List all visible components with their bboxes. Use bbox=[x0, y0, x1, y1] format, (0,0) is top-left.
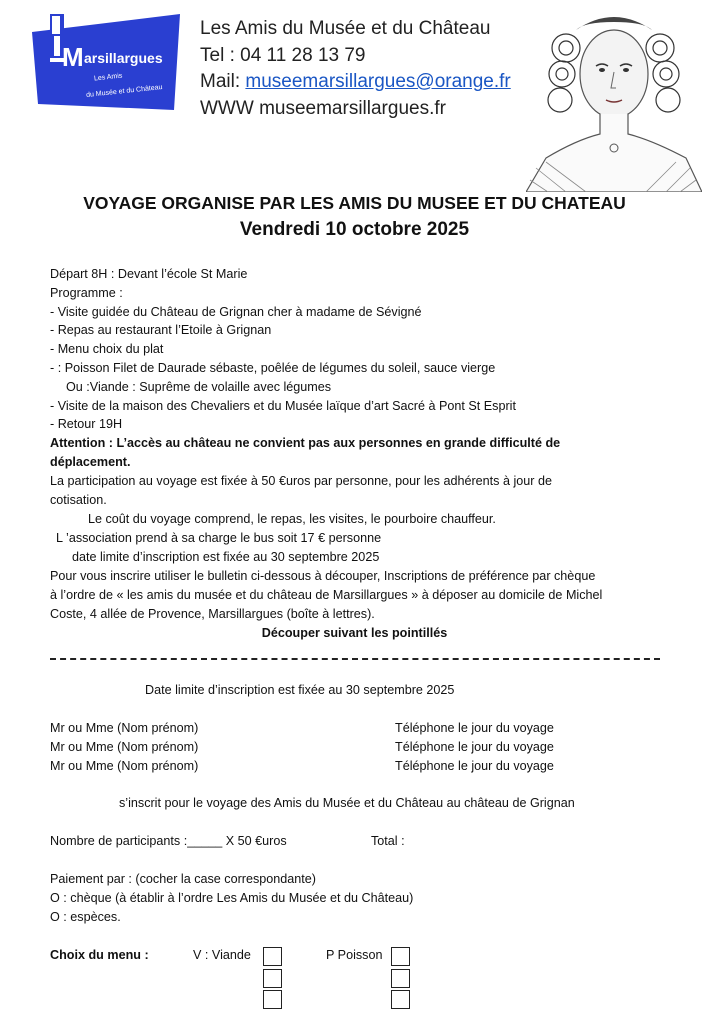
logo-letter-m: M bbox=[62, 42, 84, 72]
participation-line1: La participation au voyage est fixée à 50 €uros par personne, pour les adhérents à jour de bbox=[50, 474, 552, 488]
logo bbox=[32, 14, 180, 110]
program-item-chevaliers: - Visite de la maison des Chevaliers et du Musée laïque d’art Sacré à Pont St Esprit bbox=[50, 399, 516, 413]
program-item-repas: - Repas au restaurant l’Etoile à Grignan bbox=[50, 323, 272, 337]
program-item-visite: - Visite guidée du Château de Grignan cher à madame de Sévigné bbox=[50, 305, 422, 319]
form-date-limite: Date limite d’inscription est fixée au 30 septembre 2025 bbox=[145, 683, 455, 697]
form-menu-viande-label: V : Viande bbox=[193, 948, 251, 962]
form-phone-3[interactable]: Téléphone le jour du voyage bbox=[395, 759, 554, 773]
viande-checkbox-3[interactable] bbox=[263, 990, 282, 1009]
title-line2: Vendredi 10 octobre 2025 bbox=[239, 219, 470, 240]
viande-checkbox-1[interactable] bbox=[263, 947, 282, 966]
date-limite-inscription: date limite d’inscription est fixée au 30 septembre 2025 bbox=[72, 550, 380, 564]
form-phone-1[interactable]: Téléphone le jour du voyage bbox=[395, 721, 554, 735]
form-total[interactable]: Total : bbox=[371, 834, 405, 848]
depart: Départ 8H : Devant l’école St Marie bbox=[50, 267, 248, 281]
logo-text: arsillargues bbox=[84, 50, 163, 66]
form-paiement-cheque[interactable]: O : chèque (à établir à l’ordre Les Amis du Musée et du Château) bbox=[50, 891, 414, 905]
poisson-checkbox-1[interactable] bbox=[391, 947, 410, 966]
cout-voyage: Le coût du voyage comprend, le repas, les visites, le pourboire chauffeur. bbox=[88, 512, 496, 526]
programme-label: Programme : bbox=[50, 286, 123, 300]
form-paiement-especes[interactable]: O : espèces. bbox=[50, 910, 121, 924]
cut-line bbox=[50, 658, 660, 660]
program-item-poisson: - : Poisson Filet de Daurade sébaste, poêlée de légumes du soleil, sauce vierge bbox=[50, 361, 496, 375]
logo-sub2: du Musée et du Château bbox=[85, 84, 163, 99]
association-bus: L ’association prend à sa charge le bus soit 17 € personne bbox=[56, 531, 382, 545]
inscrire-line2: à l’ordre de « les amis du musée et du château de Marsillargues » à déposer au domicile de Michel bbox=[50, 588, 603, 602]
org-name: Les Amis du Musée et du Château bbox=[200, 18, 491, 39]
logo-sub1: Les Amis bbox=[93, 72, 123, 83]
form-name-3[interactable]: Mr ou Mme (Nom prénom) bbox=[50, 759, 199, 773]
mail-line bbox=[200, 69, 511, 96]
telephone: Tel : 04 11 28 13 79 bbox=[200, 44, 366, 66]
form-name-1[interactable]: Mr ou Mme (Nom prénom) bbox=[50, 721, 199, 735]
inscrire-line1: Pour vous inscrire utiliser le bulletin ci-dessous à découper, Inscriptions de préférence par chèque bbox=[50, 569, 596, 583]
form-menu-label: Choix du menu : bbox=[50, 948, 149, 962]
program-item-menu: - Menu choix du plat bbox=[50, 342, 164, 356]
attention-line2: déplacement. bbox=[50, 455, 131, 469]
form-inscrit: s’inscrit pour le voyage des Amis du Musée et du Château au château de Grignan bbox=[119, 796, 575, 810]
form-nombre-participants[interactable]: Nombre de participants :_____ X 50 €uros bbox=[50, 834, 287, 848]
attention-line1: Attention : L’accès au château ne convient pas aux personnes en grande difficulté de bbox=[50, 436, 561, 450]
form-menu-poisson-label: P Poisson bbox=[326, 948, 383, 962]
form-paiement-label: Paiement par : (cocher la case correspondante) bbox=[50, 872, 317, 886]
portrait-illustration bbox=[526, 8, 702, 192]
mail-link[interactable]: museemarsillargues@orange.fr bbox=[245, 71, 511, 92]
program-item-viande: Ou :Viande : Suprême de volaille avec légumes bbox=[66, 380, 332, 394]
program-item-retour: - Retour 19H bbox=[50, 417, 123, 431]
title-line1: VOYAGE ORGANISE PAR LES AMIS DU MUSEE ET DU CHATEAU bbox=[83, 193, 626, 213]
form-name-2[interactable]: Mr ou Mme (Nom prénom) bbox=[50, 740, 199, 754]
decouper-label: Découper suivant les pointillés bbox=[261, 626, 448, 640]
inscrire-line3: Coste, 4 allée de Provence, Marsillargues (boîte à lettres). bbox=[50, 607, 375, 621]
mail-label: Mail: bbox=[200, 71, 246, 92]
viande-checkbox-2[interactable] bbox=[263, 969, 282, 988]
poisson-checkbox-2[interactable] bbox=[391, 969, 410, 988]
contact-block bbox=[200, 16, 511, 122]
form-phone-2[interactable]: Téléphone le jour du voyage bbox=[395, 740, 554, 754]
website: WWW museemarsillargues.fr bbox=[200, 97, 446, 119]
participation-line2: cotisation. bbox=[50, 493, 107, 507]
poisson-checkbox-3[interactable] bbox=[391, 990, 410, 1009]
